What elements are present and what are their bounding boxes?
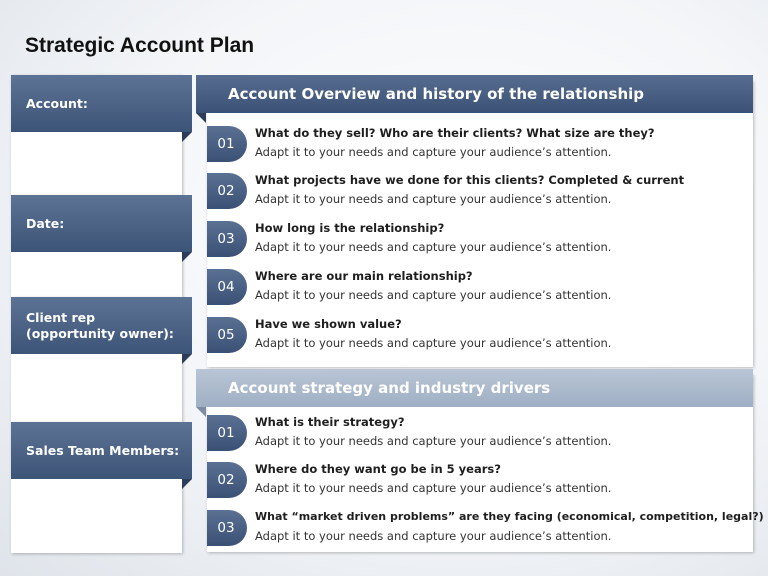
item-question: What do they sell? Who are their clients? What size are they? xyxy=(255,126,655,140)
number-badge: 04 xyxy=(207,269,247,305)
overview-section-header xyxy=(196,75,753,113)
sales-team-label xyxy=(11,422,192,479)
item-description: Adapt it to your needs and capture your audience’s attention. xyxy=(255,336,612,350)
overview-header-fold xyxy=(196,113,206,123)
item-question: What “market driven problems” are they facing (economical, competition, legal?) xyxy=(255,510,764,523)
overview-item-01 xyxy=(207,123,753,163)
strategy-item-01 xyxy=(207,412,753,452)
date-label xyxy=(11,195,192,252)
overview-section-title: Account Overview and history of the relationship xyxy=(228,85,645,103)
item-question: Where are our main relationship? xyxy=(255,269,473,283)
number-badge: 01 xyxy=(207,415,247,451)
account-label xyxy=(11,75,192,132)
item-question: Have we shown value? xyxy=(255,317,402,331)
number-badge: 05 xyxy=(207,317,247,353)
number-badge: 02 xyxy=(207,173,247,209)
strategy-section-header xyxy=(196,369,753,407)
item-question: Where do they want go be in 5 years? xyxy=(255,462,501,476)
number-badge: 02 xyxy=(207,462,247,498)
page-title: Strategic Account Plan xyxy=(25,34,255,57)
number-badge: 01 xyxy=(207,126,247,162)
item-description: Adapt it to your needs and capture your audience’s attention. xyxy=(255,434,612,448)
item-description: Adapt it to your needs and capture your audience’s attention. xyxy=(255,240,612,254)
item-description: Adapt it to your needs and capture your audience’s attention. xyxy=(255,529,612,543)
item-description: Adapt it to your needs and capture your audience’s attention. xyxy=(255,145,612,159)
item-description: Adapt it to your needs and capture your audience’s attention. xyxy=(255,481,612,495)
number-badge: 03 xyxy=(207,510,247,546)
number-badge: 03 xyxy=(207,221,247,257)
sales-team-label-text: Sales Team Members: xyxy=(26,442,180,458)
overview-item-02 xyxy=(207,170,753,210)
strategy-item-03 xyxy=(207,507,764,547)
sales-team-label-fold xyxy=(182,479,192,489)
item-question: What projects have we done for this clients? Completed & current xyxy=(255,173,685,187)
account-info-column xyxy=(11,75,192,553)
item-description: Adapt it to your needs and capture your audience’s attention. xyxy=(255,192,612,206)
strategy-header-fold xyxy=(196,407,206,417)
item-question: How long is the relationship? xyxy=(255,221,445,235)
account-label-fold xyxy=(182,132,192,142)
client-rep-label-fold xyxy=(182,354,192,364)
strategy-item-02 xyxy=(207,459,753,499)
item-question: What is their strategy? xyxy=(255,415,405,429)
overview-item-03 xyxy=(207,218,753,258)
strategy-section-title: Account strategy and industry drivers xyxy=(228,379,551,397)
item-description: Adapt it to your needs and capture your audience’s attention. xyxy=(255,288,612,302)
account-label-text: Account: xyxy=(26,95,88,111)
overview-item-05 xyxy=(207,314,753,354)
client-rep-label-text: Client rep (opportunity owner): xyxy=(26,309,174,341)
date-label-fold xyxy=(182,252,192,262)
client-rep-label xyxy=(11,297,192,354)
date-label-text: Date: xyxy=(26,215,65,231)
overview-item-04 xyxy=(207,266,753,306)
